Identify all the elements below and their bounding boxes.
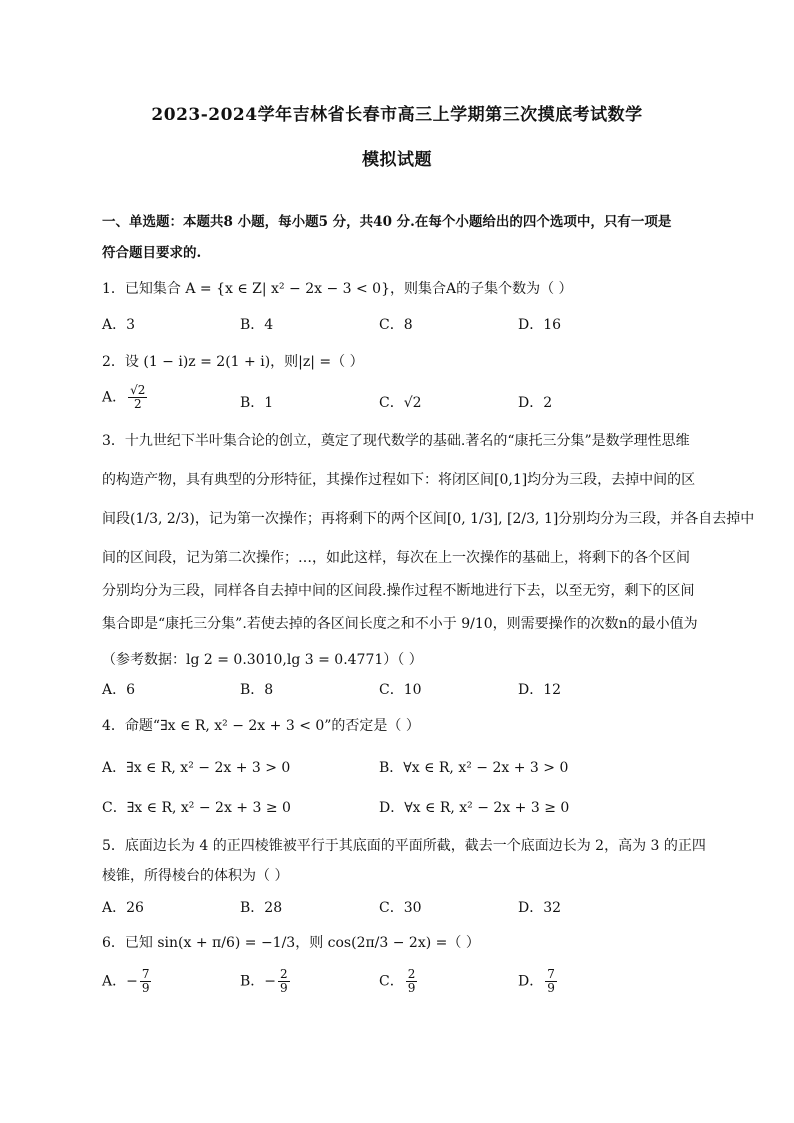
question-4-stem: 4．命题“∃x ∈ R, x² − 2x + 3 < 0”的否定是（ ） xyxy=(102,718,420,734)
question-5-option-d: D．32 xyxy=(518,900,562,916)
question-1-option-c: C．8 xyxy=(379,317,413,333)
section-heading: 一、单选题：本题共8 小题，每小题5 分，共40 分.在每个小题给出的四个选项中，只有一项是 xyxy=(102,214,672,230)
fraction-numerator: 7 xyxy=(141,967,150,981)
fraction-denominator: 9 xyxy=(547,981,555,995)
fraction-numerator: 7 xyxy=(547,967,555,981)
question-1-option-a: A．3 xyxy=(102,317,136,333)
option-b-fraction xyxy=(278,968,290,995)
question-4-option-c: C．∃x ∈ R, x² − 2x + 3 ≥ 0 xyxy=(102,800,291,816)
question-3-stem-line-4: 间的区间段，记为第二次操作；…，如此这样，每次在上一次操作的基础上，将剩下的各个区间 xyxy=(102,550,690,566)
question-3-stem-line-7: （参考数据：lg 2 = 0.3010,lg 3 = 0.4771）（ ） xyxy=(102,652,423,668)
fraction-numerator: √2 xyxy=(130,383,146,397)
fraction-denominator: 2 xyxy=(133,397,142,411)
question-2-option-b: B．1 xyxy=(240,395,274,411)
option-d-fraction xyxy=(545,968,557,995)
question-3-stem-line-5: 分别均分为三段，同样各自去掉中间的区间段.操作过程不断地进行下去，以至无穷，剩下的区间 xyxy=(102,583,695,599)
option-c-fraction xyxy=(406,968,418,995)
question-5-option-a: A．26 xyxy=(102,900,144,916)
fraction-numerator: 2 xyxy=(280,967,288,981)
question-3-option-c: C．10 xyxy=(379,682,422,698)
question-5-stem-line-2: 棱锥，所得棱台的体积为（ ） xyxy=(102,868,289,884)
question-6-stem: 6．已知 sin(x + π/6) = −1/3，则 cos(2π/3 − 2x) =（ ） xyxy=(102,935,480,951)
question-1-option-b: B．4 xyxy=(240,317,274,333)
option-c-label: C． xyxy=(379,973,404,990)
option-a-label: A．− xyxy=(102,973,138,990)
option-d-label: D． xyxy=(518,973,544,990)
question-6-option-a xyxy=(102,968,153,995)
question-5-option-c: C．30 xyxy=(379,900,422,916)
question-4-option-a: A．∃x ∈ R, x² − 2x + 3 > 0 xyxy=(102,760,291,776)
question-3-option-b: B．8 xyxy=(240,682,274,698)
question-2-option-c xyxy=(379,393,422,413)
question-6-option-d xyxy=(518,968,559,995)
question-3-stem-line-6: 集合即是“康托三分集”.若使去掉的各区间长度之和不小于 9/10，则需要操作的次数n的最小值为 xyxy=(102,616,698,632)
option-a-label: A． xyxy=(102,389,127,406)
question-6-option-b xyxy=(240,968,292,995)
exam-title-line1: 2023-2024学年吉林省长春市高三上学期第三次摸底考试数学 xyxy=(151,105,643,125)
question-3-stem-line-2: 的构造产物，具有典型的分形特征，其操作过程如下：将闭区间[0,1]均分为三段，去掉中间的区 xyxy=(102,472,696,488)
question-2-stem: 2．设 (1 − i)z = 2(1 + i)，则|z| =（ ） xyxy=(102,354,364,370)
section-heading-cont: 符合题目要求的. xyxy=(102,245,202,261)
question-3-stem-line-1: 3．十九世纪下半叶集合论的创立，奠定了现代数学的基础.著名的“康托三分集”是数学理性思维 xyxy=(102,433,690,449)
fraction-denominator: 9 xyxy=(280,981,288,995)
option-a-fraction xyxy=(128,384,147,411)
question-6-option-c xyxy=(379,968,419,995)
question-3-stem-line-3: 间段(1/3, 2/3)，记为第一次操作；再将剩下的两个区间[0, 1/3], [2/3, 1]分别均分为三段，并各自去掉中 xyxy=(102,511,755,527)
question-5-stem-line-1: 5．底面边长为 4 的正四棱锥被平行于其底面的平面所截，截去一个底面边长为 2，高为 3 的正四 xyxy=(102,838,706,854)
question-1-stem: 1．已知集合 A = {x ∈ Z| x² − 2x − 3 < 0}，则集合A的子集个数为（ ） xyxy=(102,281,573,297)
fraction-denominator: 9 xyxy=(141,981,150,995)
question-4-option-b: B．∀x ∈ R, x² − 2x + 3 > 0 xyxy=(379,760,569,776)
question-2-option-a xyxy=(102,384,149,411)
option-c-value: √2 xyxy=(403,395,422,411)
fraction-numerator: 2 xyxy=(407,967,416,981)
option-c-label: C． xyxy=(379,395,404,411)
question-2-option-d: D．2 xyxy=(518,395,553,411)
question-5-option-b: B．28 xyxy=(240,900,283,916)
option-b-label: B．− xyxy=(240,973,277,990)
option-a-fraction xyxy=(140,968,152,995)
question-1-option-d: D．16 xyxy=(518,317,562,333)
question-4-option-d: D．∀x ∈ R, x² − 2x + 3 ≥ 0 xyxy=(379,800,570,816)
fraction-denominator: 9 xyxy=(407,981,416,995)
question-3-option-a: A．6 xyxy=(102,682,136,698)
exam-title-line2: 模拟试题 xyxy=(362,150,432,170)
question-3-option-d: D．12 xyxy=(518,682,562,698)
